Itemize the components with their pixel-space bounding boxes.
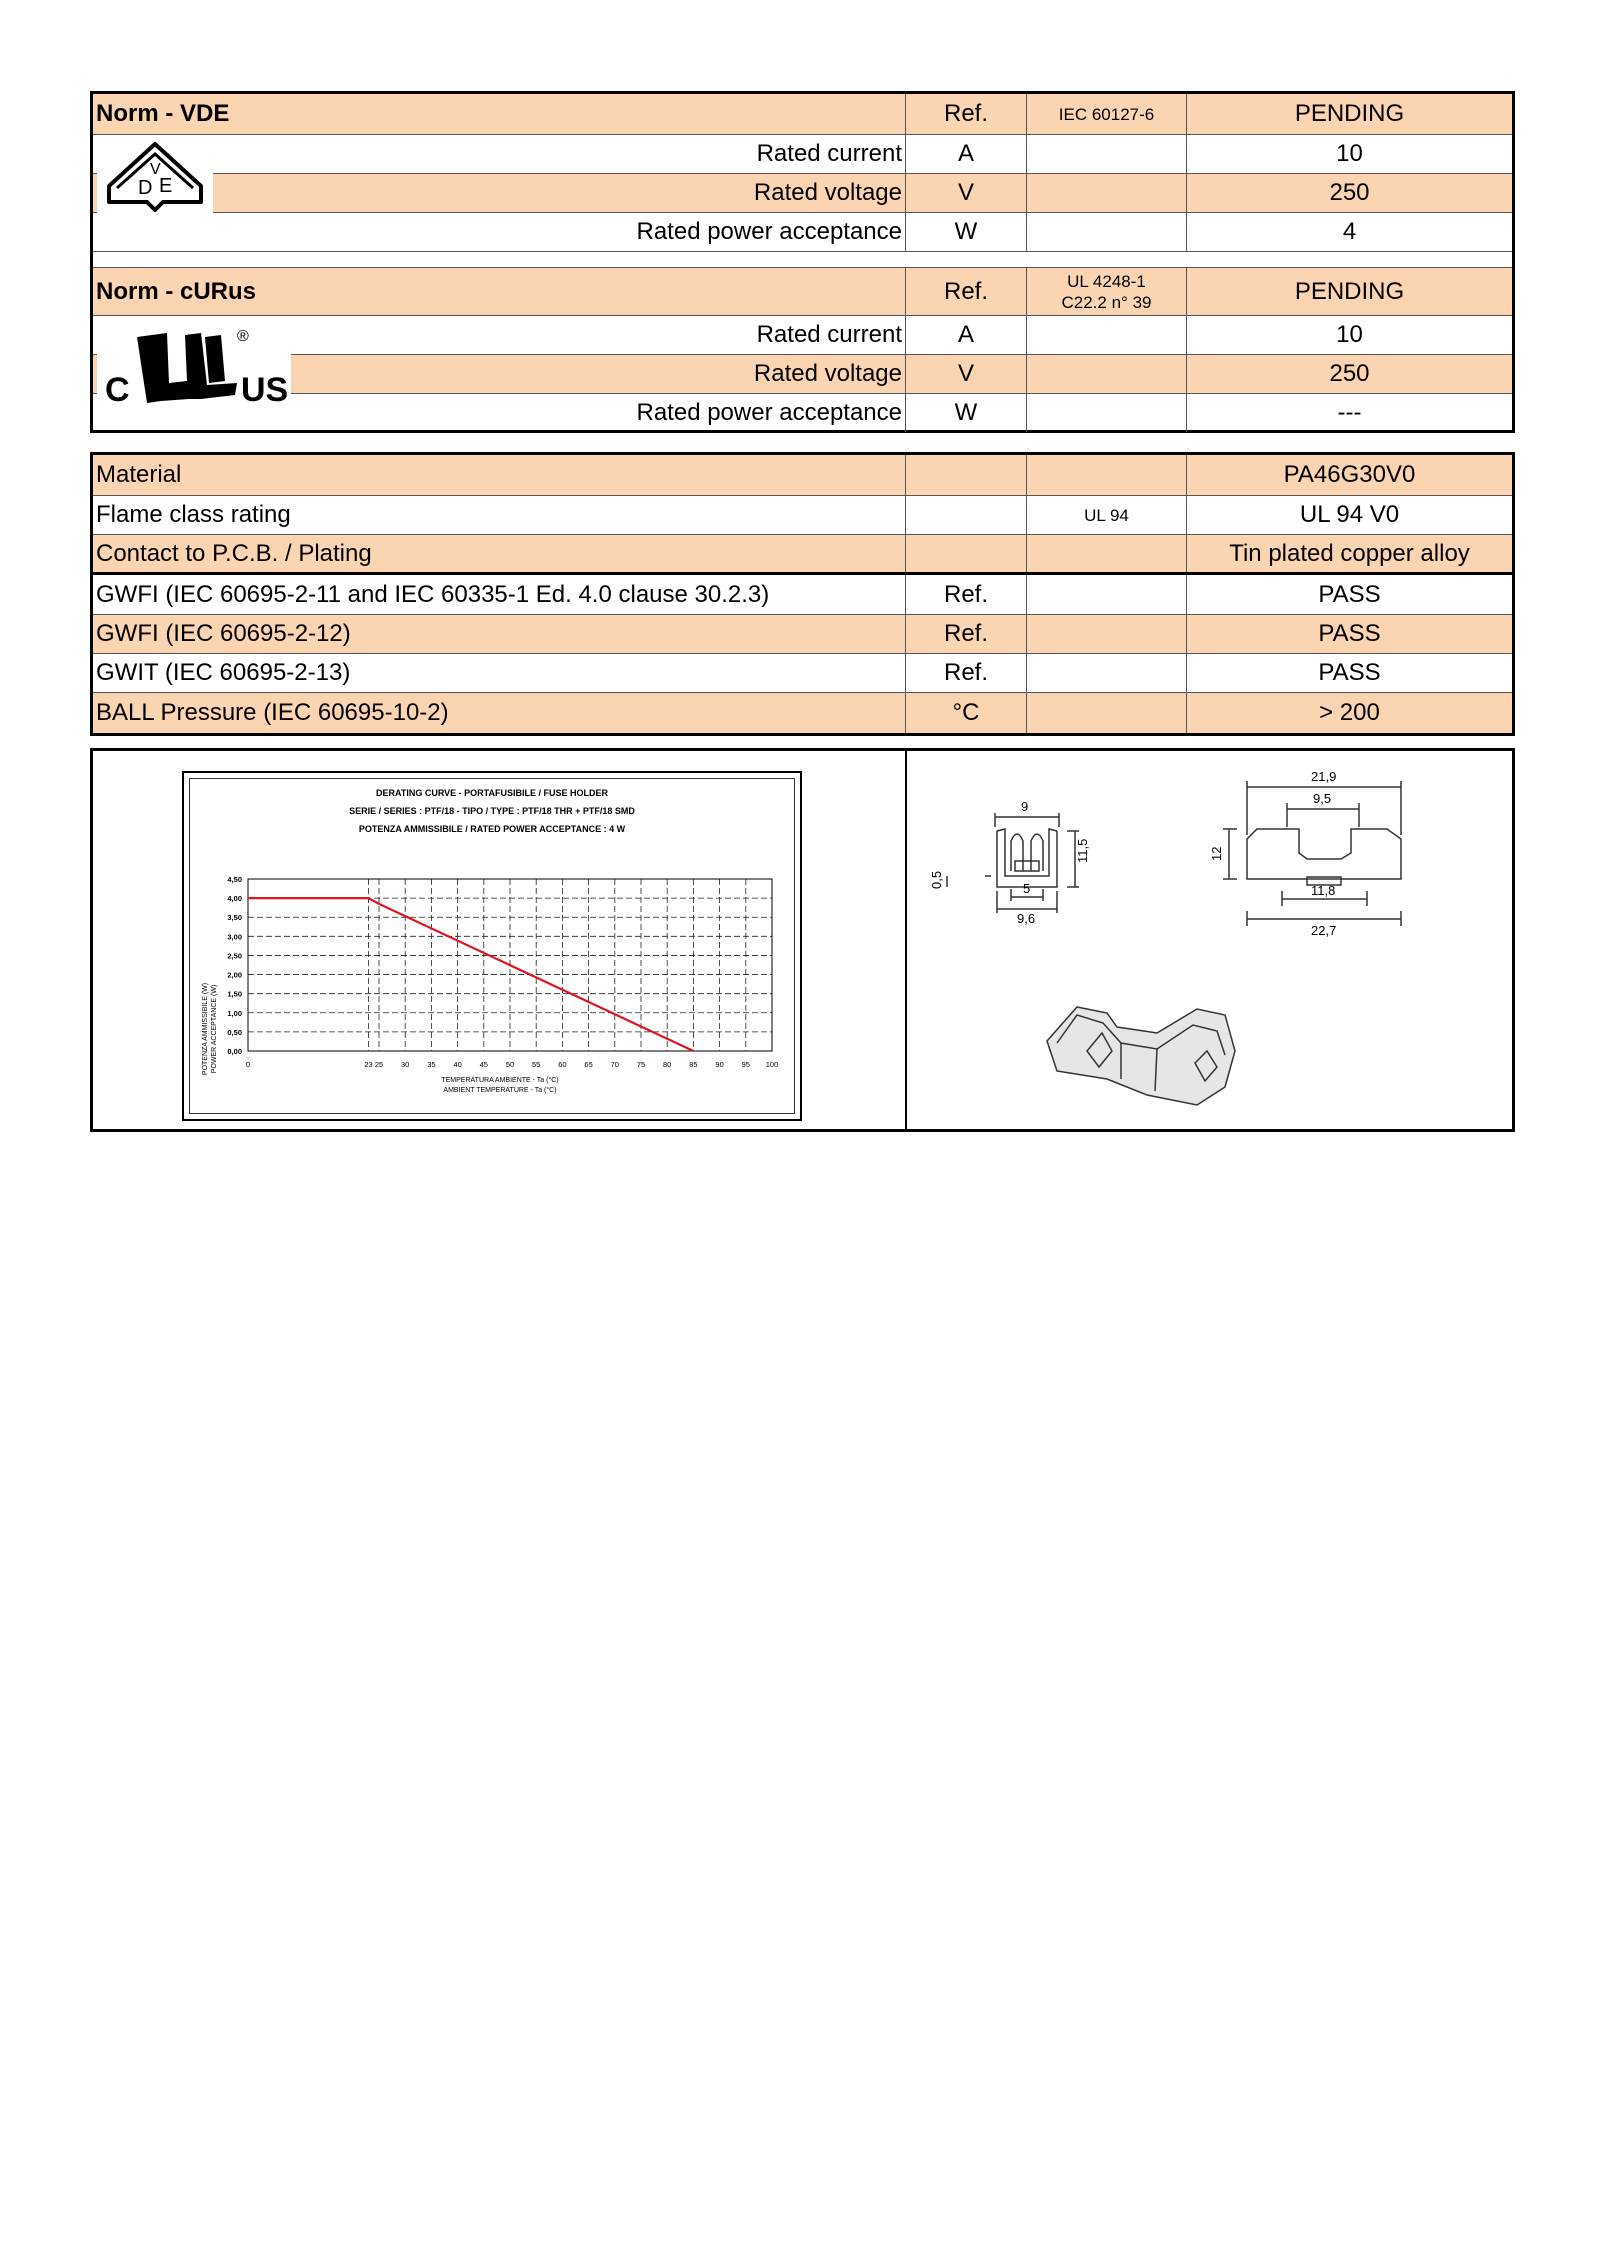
vde-label: Rated voltage [753,179,902,206]
vde-standard: IEC 60127-6 [1026,94,1186,134]
curus-empty [1026,316,1186,354]
y-tick-label: 1,00 [227,1008,242,1018]
test-row [93,575,1512,614]
vde-unit: A [905,135,1026,173]
test-row [93,692,1512,733]
x-axis-label-line2: AMBIENT TEMPERATURE - Ta (°C) [443,1087,557,1094]
chart-inner-frame [189,778,795,1114]
ul-recognized-icon [97,323,291,415]
material-label: Contact to P.C.B. / Plating [96,539,372,567]
test-value: PASS [1186,615,1512,653]
curus-status: PENDING [1186,268,1512,315]
test-row [93,653,1512,692]
material-value: Tin plated copper alloy [1186,535,1512,572]
test-label: GWIT (IEC 60695-2-13) [96,659,351,686]
test-empty [1026,654,1186,692]
x-tick-label: 25 [374,1060,384,1069]
y-tick-label: 3,50 [227,913,242,923]
test-empty [1026,575,1186,614]
vde-empty [1026,213,1186,251]
vde-row-current [93,134,1512,173]
curus-standard [1026,268,1186,315]
x-tick-label: 65 [584,1060,593,1069]
x-tick-label: 45 [479,1060,488,1069]
material-label: Material [96,461,182,488]
vde-logo-d: D [138,177,153,199]
x-tick-label: 85 [689,1060,698,1069]
curus-standard-line1: UL 4248-1 [1067,271,1146,291]
curus-norm-label: Norm - cURus [96,277,257,305]
dim-12: 12 [1209,846,1224,861]
x-axis-label-line1: TEMPERATURA AMBIENTE - Ta (°C) [441,1077,559,1084]
material-standard: UL 94 [1026,496,1186,534]
test-empty [1026,615,1186,653]
curus-value: --- [1186,394,1512,432]
dim-21-9: 21,9 [1311,769,1337,784]
chart-plot [190,779,798,1117]
vde-value: 4 [1186,213,1512,251]
material-standard [1026,535,1186,572]
curus-label: Rated current [756,321,902,348]
y-axis-label-line1: POTENZA AMMISSIBILE (W) [202,982,209,1076]
y-tick-label: 0,50 [227,1027,242,1037]
material-value: UL 94 V0 [1186,496,1512,534]
figure-panel [90,748,1515,1132]
vde-empty [1026,135,1186,173]
curus-logo-us: US [241,371,289,409]
curus-unit: A [905,316,1026,354]
test-value: PASS [1186,575,1512,614]
x-tick-label: 80 [663,1060,672,1069]
curus-value: 250 [1186,355,1512,393]
vde-status: PENDING [1186,94,1512,134]
curus-row-current [93,315,1512,354]
curus-label: Rated power acceptance [636,399,902,426]
y-tick-label: 0,00 [227,1047,242,1056]
vde-unit: V [905,174,1026,212]
derating-chart [182,771,802,1121]
dim-0-5: 0,5 [929,870,944,889]
test-label: GWFI (IEC 60695-2-11 and IEC 60335-1 Ed. 4.0 clause 30.2.3) [96,580,770,608]
vde-label: Rated power acceptance [636,218,902,245]
test-value: > 200 [1186,693,1512,733]
y-tick-label: 2,00 [227,970,242,980]
material-row [93,455,1512,495]
material-table [90,452,1515,736]
x-tick-label: 70 [610,1060,619,1069]
x-tick-label: 35 [427,1060,436,1069]
curus-ref: Ref. [905,268,1026,315]
x-tick-label: 95 [741,1060,750,1069]
vde-logo-e: E [159,175,173,197]
x-tick-label: 90 [715,1060,724,1069]
material-unit [905,535,1026,572]
curus-empty [1026,394,1186,432]
test-empty [1026,693,1186,733]
vde-value: 250 [1186,174,1512,212]
dim-9-6: 9,6 [1017,911,1036,926]
curus-logo-c: C [105,371,130,409]
y-tick-label: 2,50 [227,951,242,961]
dim-9: 9 [1021,799,1029,814]
vde-label: Rated current [756,140,902,167]
vde-logo [97,136,213,221]
vde-logo-v: V [150,161,161,178]
curus-row-power [93,393,1512,432]
vde-norm-label: Norm - VDE [96,100,230,127]
curus-empty [1026,355,1186,393]
x-tick-label: 100 [765,1060,779,1069]
chart-title-line1: DERATING CURVE - PORTAFUSIBILE / FUSE HOLDER [375,788,608,798]
test-unit: Ref. [905,615,1026,653]
dim-9-5: 9,5 [1313,791,1332,806]
fuse-holder-drawing [907,751,1507,1135]
vde-header-row [93,94,1512,134]
curus-unit: V [905,355,1026,393]
y-axis-label-line2: POWER ACCEPTANCE (W) [211,984,218,1074]
x-tick-label: 40 [453,1060,462,1069]
vde-unit: W [905,213,1026,251]
y-tick-label: 4,00 [227,894,242,904]
y-tick-label: 3,00 [227,932,242,942]
test-row [93,614,1512,653]
certification-table [90,91,1515,433]
curus-standard-line2: C22.2 n° 39 [1061,292,1152,312]
chart-title-line2: SERIE / SERIES : PTF/18 - TIPO / TYPE : PTF/18 THR + PTF/18 SMD [349,806,635,816]
flame-class-row [93,495,1512,534]
test-label: BALL Pressure (IEC 60695-10-2) [96,699,449,726]
y-tick-label: 4,50 [227,875,242,884]
x-tick-label: 60 [558,1060,567,1069]
dim-11-8: 11,8 [1311,883,1336,898]
vde-row-power [93,212,1512,251]
test-unit: Ref. [905,575,1026,614]
x-tick-label: 0 [245,1060,251,1069]
vde-empty [1026,174,1186,212]
curus-logo [97,323,291,415]
vde-row-voltage [93,173,1512,212]
dim-5: 5 [1023,881,1031,896]
dim-22-7: 22,7 [1311,923,1337,938]
test-unit: °C [905,693,1026,733]
curus-value: 10 [1186,316,1512,354]
material-unit [905,455,1026,495]
x-tick-label: 30 [401,1060,410,1069]
x-tick-label: 50 [505,1060,515,1069]
test-value: PASS [1186,654,1512,692]
material-value: PA46G30V0 [1186,455,1512,495]
vde-ref: Ref. [905,94,1026,134]
x-tick-label: 23 [364,1060,373,1069]
table-spacer [93,251,1512,267]
material-label: Flame class rating [96,501,291,528]
test-label: GWFI (IEC 60695-2-12) [96,620,351,647]
curus-logo-registered: ® [237,328,249,345]
chart-title-line3: POTENZA AMMISSIBILE / RATED POWER ACCEPTANCE : 4 W [358,824,626,834]
y-tick-label: 1,50 [227,989,242,999]
x-tick-label: 55 [532,1060,541,1069]
curus-unit: W [905,394,1026,432]
dim-11-5: 11,5 [1075,838,1090,863]
x-tick-label: 75 [636,1060,646,1069]
material-unit [905,496,1026,534]
test-unit: Ref. [905,654,1026,692]
plating-row [93,534,1512,575]
curus-label: Rated voltage [753,360,902,387]
curus-header-row [93,267,1512,315]
curus-row-voltage [93,354,1512,393]
vde-logo-icon [97,136,213,221]
vde-value: 10 [1186,135,1512,173]
material-standard [1026,455,1186,495]
